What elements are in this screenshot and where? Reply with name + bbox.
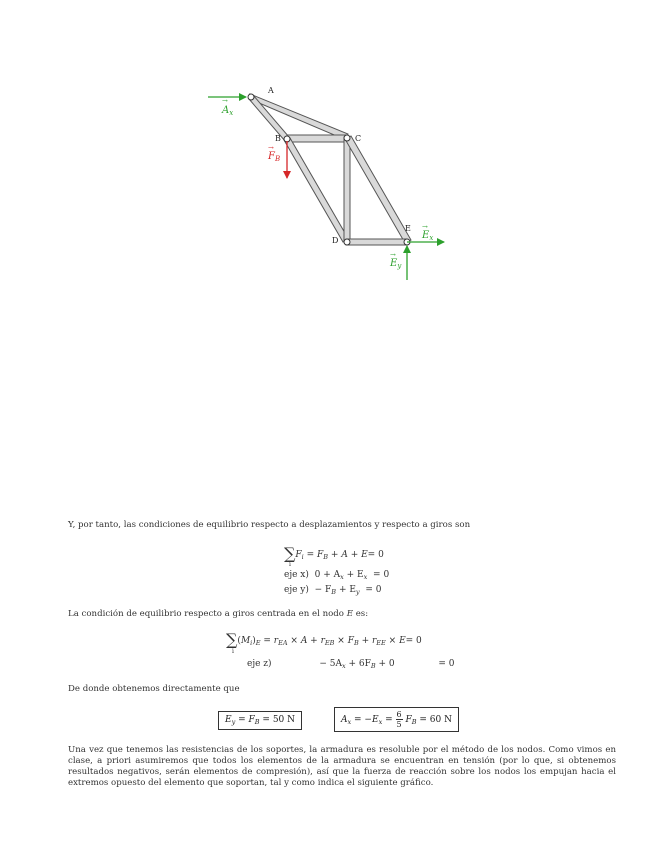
eje-z-rhs: = 0 xyxy=(438,659,455,669)
node-label-c: C xyxy=(355,134,362,143)
ax-value: 60 N xyxy=(429,715,452,725)
member-CD xyxy=(344,137,350,241)
member-BD xyxy=(284,138,349,242)
eje-x-rhs: = 0 xyxy=(373,570,390,580)
node-A xyxy=(248,94,254,100)
node-C xyxy=(344,135,350,141)
eje-z-label: eje z) xyxy=(247,659,272,669)
node-D xyxy=(344,239,350,245)
force-ey-label: E xyxy=(390,258,398,269)
eq-eje-x: eje x) $0 + A_x + E_x = 0$ xyxy=(284,570,390,581)
eq-eje-y: eje $y) - F_B + E_y = 0$ xyxy=(284,585,382,596)
result-intro-paragraph: De donde obtenemos directamente que xyxy=(68,684,240,694)
eje-x-expr: 0 + A xyxy=(314,570,341,580)
eje-x-expr2: + E xyxy=(343,570,364,580)
result-box-ax: $A_x = -E_x$ = $\frac{6}{5}$ $F_B = 60$ N xyxy=(334,707,459,732)
member-DE xyxy=(346,239,407,245)
truss-nodes xyxy=(248,94,410,245)
svg-text:FB xyxy=(267,151,280,163)
force-ex-label: E xyxy=(422,230,430,241)
svg-text:Ax xyxy=(221,105,233,117)
eje-y-expr2: + E xyxy=(336,585,356,595)
node-label-b: B xyxy=(275,134,281,143)
member-CE xyxy=(345,136,411,243)
force-fb-label: F xyxy=(268,151,275,162)
eje-z-expr2: + 6F xyxy=(345,659,371,669)
member-BC xyxy=(287,135,347,142)
truss-members xyxy=(249,94,411,245)
eje-z-expr: − 5A xyxy=(319,659,342,669)
eje-y-rhs: = 0 xyxy=(365,585,382,595)
sum-moments-equation: $\sum(M_i)_E = r_{EA} \times A + r_{EB} \times F_B + r_{EE} \times E= 0$ xyxy=(226,630,422,649)
result-box-ey: $E_y = F_B = 50$ N xyxy=(218,711,302,730)
truss-diagram xyxy=(0,0,655,300)
eje-y-label: eje y) xyxy=(284,585,309,595)
intro-paragraph: Y, por tanto, las condiciones de equilibrio respecto a desplazamientos y respecto a giros son xyxy=(68,520,471,530)
eje-z-expr3: + 0 xyxy=(375,659,395,669)
node-label-d: D xyxy=(332,236,339,245)
eje-y-expr: − F xyxy=(314,585,332,595)
svg-text:Ex xyxy=(421,230,433,242)
frac-num: 6 xyxy=(396,710,402,719)
sum-forces-equation: $\sum F_i = F_B + A + E= 0$ xyxy=(284,544,384,563)
sum-index: i xyxy=(289,561,291,568)
svg-text:Ey xyxy=(389,258,402,270)
force-ey-sub: y xyxy=(397,262,402,270)
node-label-e: E xyxy=(405,224,411,233)
svg-text:→: → xyxy=(268,144,274,152)
svg-text:→: → xyxy=(422,223,428,231)
svg-text:→: → xyxy=(222,97,228,105)
closing-paragraph: Una vez que tenemos las resistencias de los soportes, la armadura es resoluble por el método de los nodos. Como vimos en clase, a priori asumiremos que todos los elementos de la armadura se encuentran en tensión (por lo que, si obtenemos resultados negativos, serán elementos de compresión), así que la fuerza de reacción sobre los nodos los empujan hacia el extremos opuesto del elemento que soportan, tal y como indica el siguiente gráfico. xyxy=(68,745,616,788)
frac-den: 5 xyxy=(396,720,402,729)
force-ax-label: A xyxy=(222,105,230,116)
moment-intro-paragraph: La condición de equilibrio respecto a giros centrada en el nodo E es: xyxy=(68,609,369,619)
eq-eje-z: eje $z) - 5A_x + 6F_B + 0 = 0$ xyxy=(247,659,455,670)
force-ex-sub: x xyxy=(429,234,434,242)
eje-x-label: eje x) xyxy=(284,570,309,580)
node-label-a: A xyxy=(268,86,274,95)
force-fb-sub: B xyxy=(274,155,281,163)
ey-value: 50 N xyxy=(272,715,296,725)
svg-text:→: → xyxy=(390,251,396,259)
force-ax-sub: x xyxy=(229,109,234,117)
